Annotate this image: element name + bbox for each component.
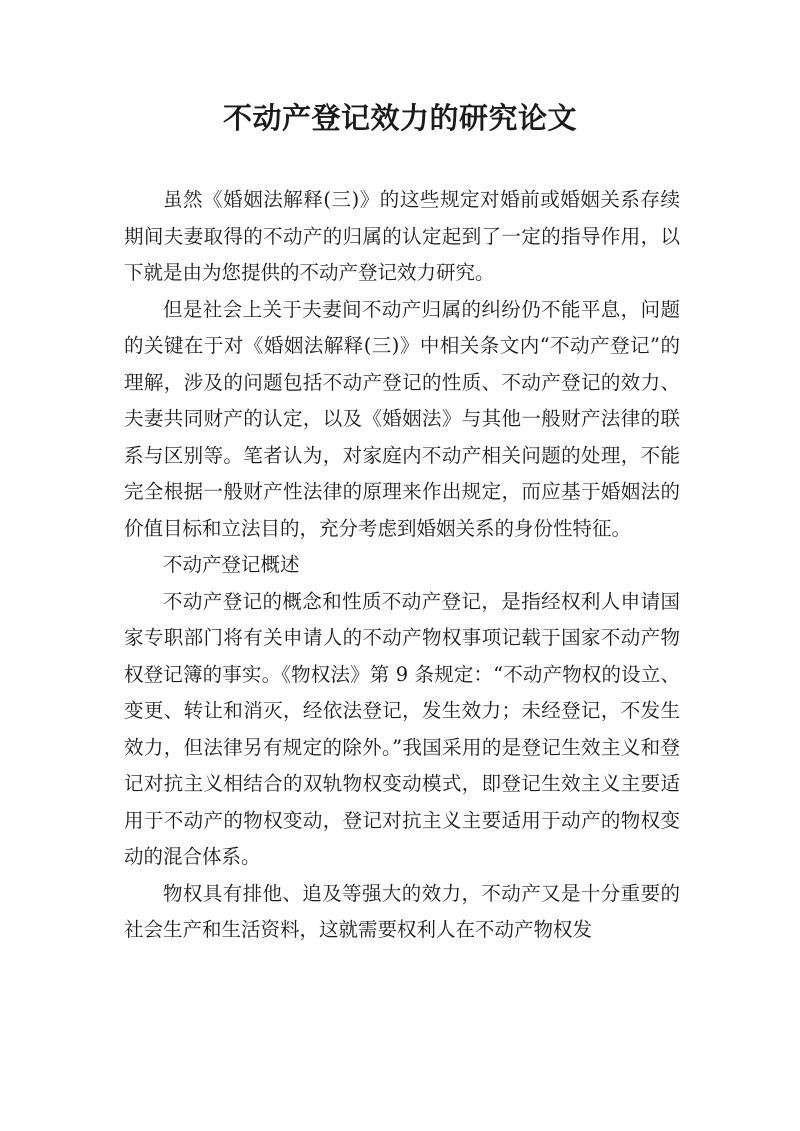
document-title: 不动产登记效力的研究论文 (222, 101, 577, 135)
paragraph-intro: 虽然《婚姻法解释(三)》的这些规定对婚前或婚姻关系存续期间夫妻取得的不动产的归属的认定起到了一定的指导作用，以下就是由为您提供的不动产登记效力研究。 (124, 188, 680, 284)
paragraph-issue: 但是社会上关于夫妻间不动产归属的纠纷仍不能平息，问题的关键在于对《婚姻法解释(三)》中相关条文内“不动产登记”的理解，涉及的问题包括不动产登记的性质、不动产登记的效力、夫妻共同财产的认定，以及《婚姻法》与其他一般财产法律的联系与区别等。笔者认为，对家庭内不动产相关问题的处理，不能完全根据一般财产性法律的原理来作出规定，而应基于婚姻法的价值目标和立法目的，充分考虑到婚姻关系的身份性特征。 (124, 297, 680, 540)
section-heading: 不动产登记概述 (163, 553, 300, 576)
paragraph-effect: 物权具有排他、追及等强大的效力，不动产又是十分重要的社会生产和生活资料，这就需要权利人在不动产物权发 (124, 881, 680, 941)
paragraph-definition: 不动产登记的概念和性质不动产登记，是指经权利人申请国家专职部门将有关申请人的不动产物权事项记载于国家不动产物权登记簿的事实。《物权法》第 9 条规定：“不动产物权的设立、变更、转让和消灭，经依法登记，发生效力；未经登记，不发生效力，但法律另有规定的除外。”我国采用的是登记生效主义和登记对抗主义相结合的双轨物权变动模式，即登记生效主义主要适用于不动产的物权变动，登记对抗主义主要适用于动产的物权变动的混合体系。 (124, 589, 680, 868)
document-body (124, 182, 680, 949)
